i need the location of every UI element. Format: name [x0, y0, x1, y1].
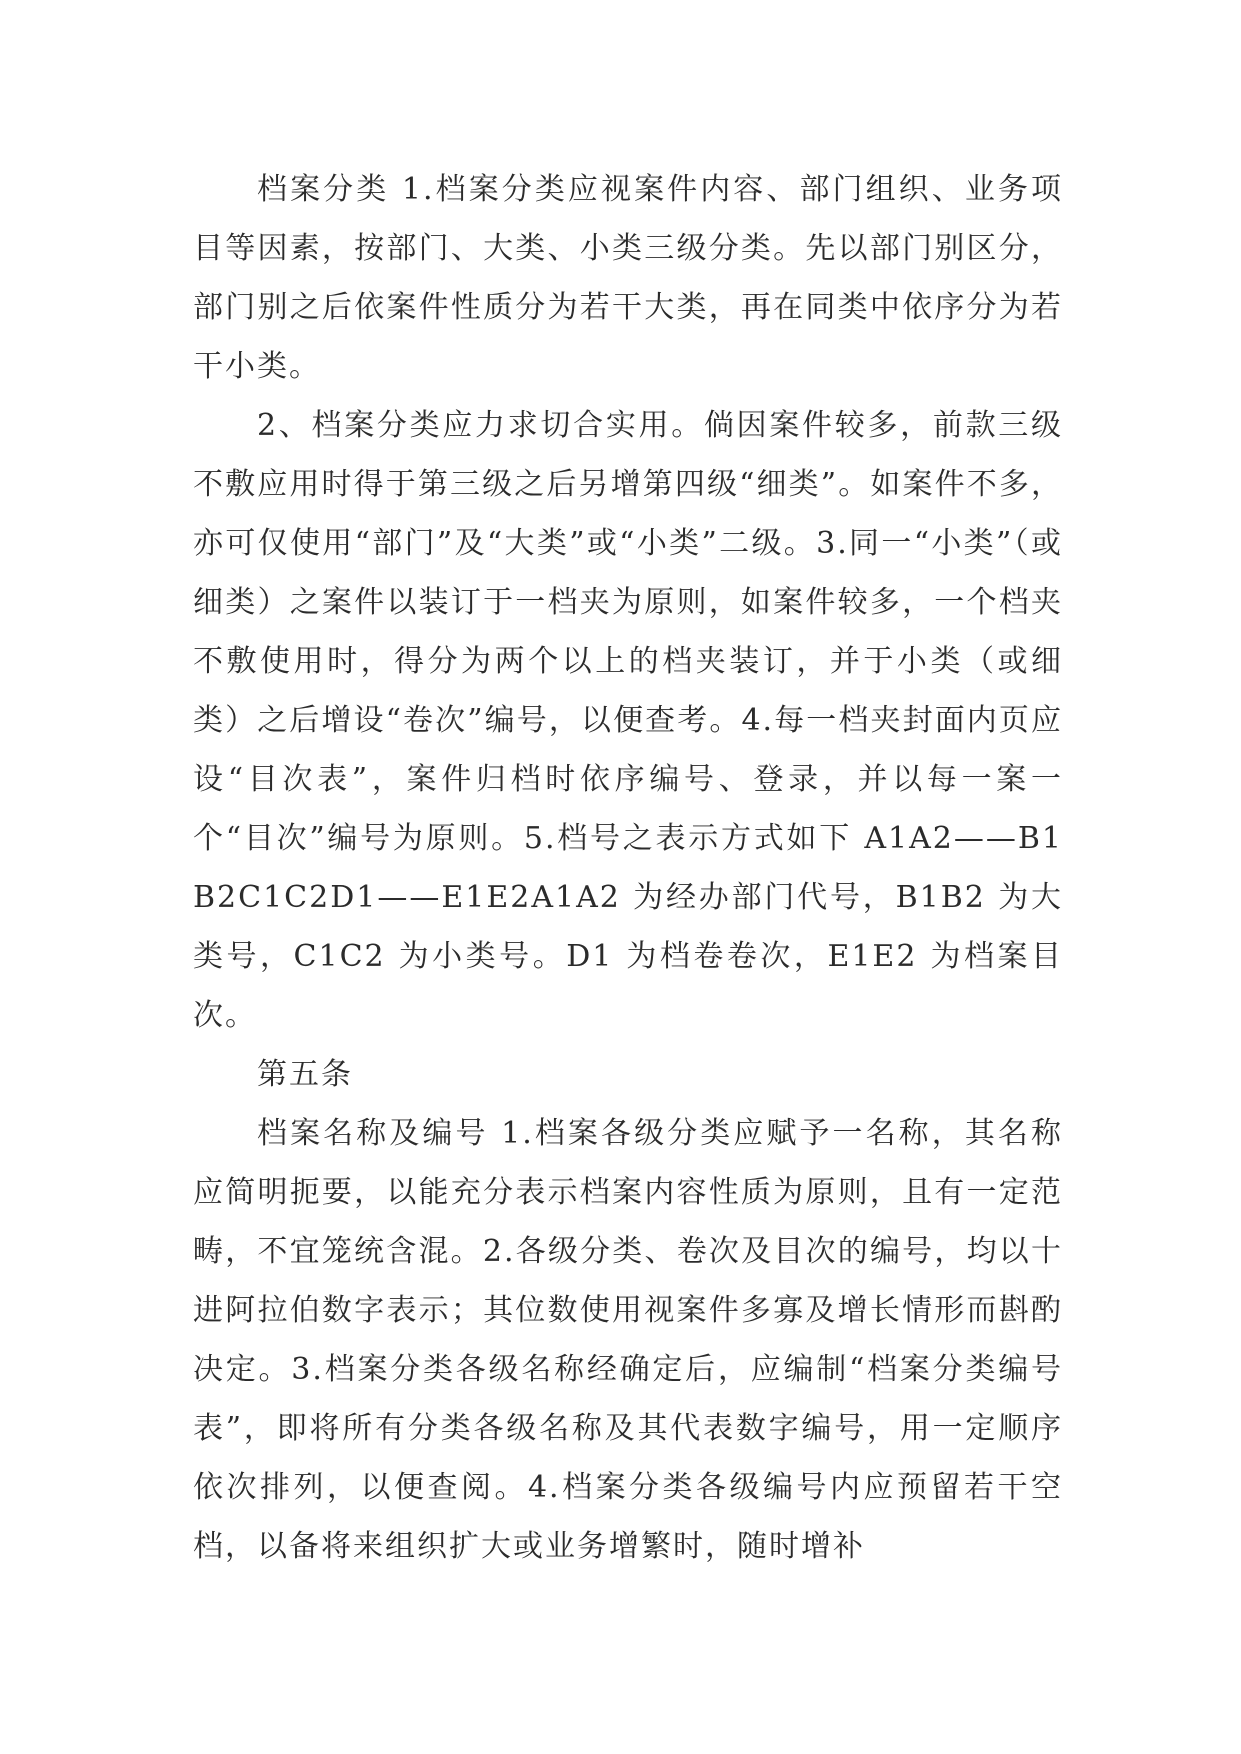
- article-heading: 第五条: [257, 1057, 353, 1092]
- paragraph-classification: 档案分类 1.档案分类应视案件内容、部门组织、业务项目等因素，按部门、大类、小类三级分类。先以部门别区分，部门别之后依案件性质分为若干大类，再在同类中依序分为若干小类。: [193, 172, 1063, 384]
- document-body: [193, 160, 1063, 1576]
- paragraph-naming-numbering: 档案名称及编号 1.档案各级分类应赋予一名称，其名称应简明扼要，以能充分表示档案内容性质为原则，且有一定范畴，不宜笼统含混。2.各级分类、卷次及目次的编号，均以十进阿拉伯数字表示；其位数使用视案件多寡及增长情形而斟酌决定。3.档案分类各级名称经确定后，应编制“档案分类编号表”，即将所有分类各级名称及其代表数字编号，用一定顺序依次排列，以便查阅。4.档案分类各级编号内应预留若干空档，以备将来组织扩大或业务增繁时，随时增补: [193, 1116, 1063, 1564]
- paragraph-classification-rules: 2、档案分类应力求切合实用。倘因案件较多，前款三级不敷应用时得于第三级之后另增第四级“细类”。如案件不多，亦可仅使用“部门”及“大类”或“小类”二级。3.同一“小类”（或细类）之案件以装订于一档夹为原则，如案件较多，一个档夹不敷使用时，得分为两个以上的档夹装订，并于小类（或细类）之后增设“卷次”编号，以便查考。4.每一档夹封面内页应设“目次表”，案件归档时依序编号、登录，并以每一案一个“目次”编号为原则。5.档号之表示方式如下 A1A2——B1B2C1C2D1——E1E2A1A2 为经办部门代号，B1B2 为大类号，C1C2 为小类号。D1 为档卷卷次，E1E2 为档案目次。: [193, 408, 1063, 1033]
